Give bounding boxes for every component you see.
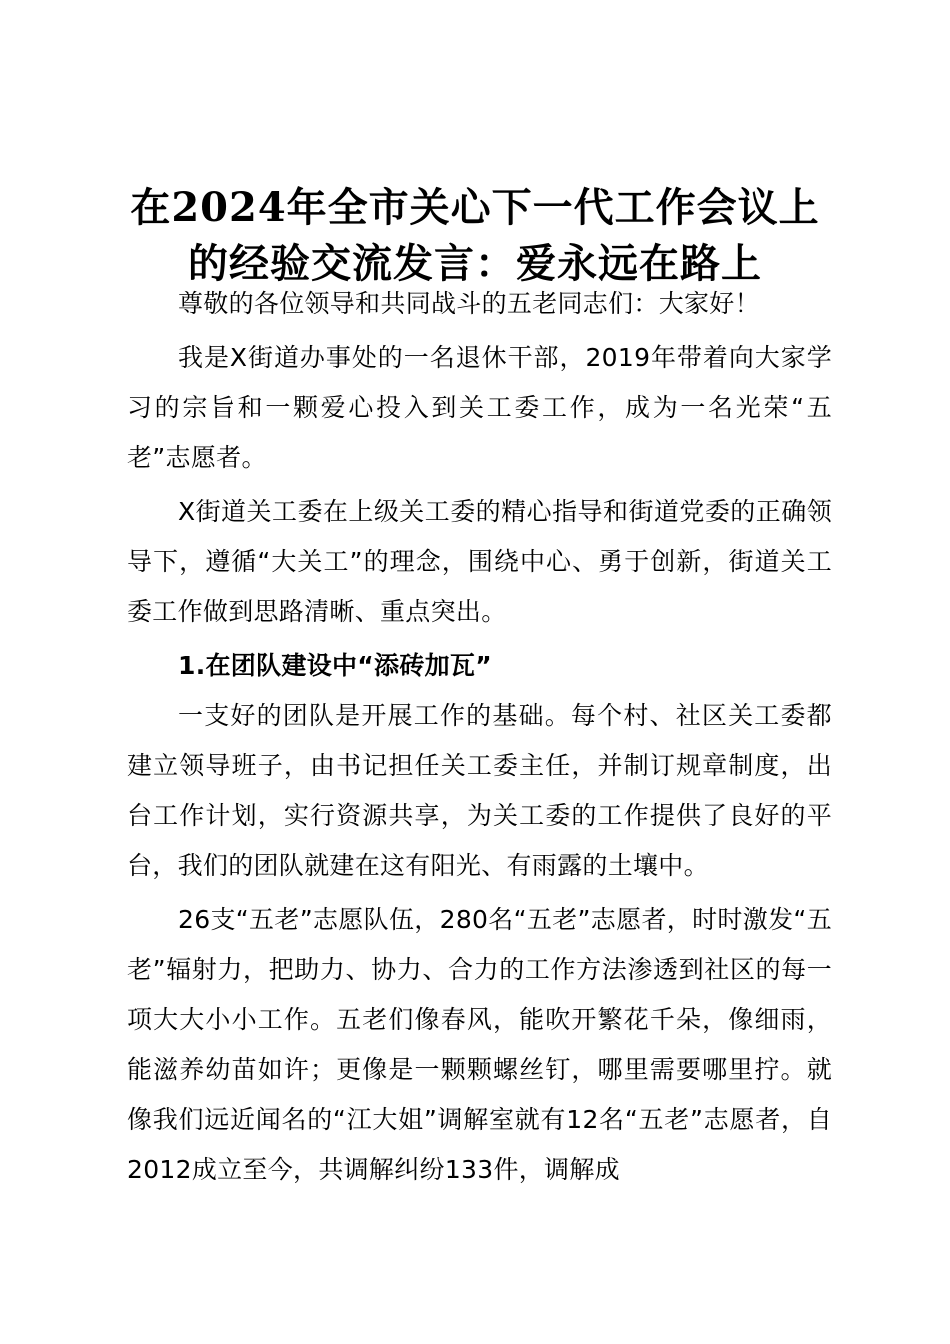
title-line-1: 在2024年全市关心下一代工作会议上 xyxy=(130,184,820,231)
volunteer-paragraph: 26支“五老”志愿队伍，280名“五老”志愿者，时时激发“五老”辐射力，把助力、协力、合力的工作方法渗透到社区的每一项大大小小工作。五老们像春风，能吹开繁花千朵，像细雨，能滋养幼苗如许；更像是一颗颗螺丝钉，哪里需要哪里拧。就像我们远近闻名的“江大姐”调解室就有12名“五老”志愿者，自2012成立至今，共调解纠纷133件，调解成 xyxy=(127,905,832,1184)
document-body xyxy=(127,279,832,1195)
section-heading-1: 1.在团队建设中“添砖加瓦” xyxy=(178,651,492,680)
title-line-2: 的经验交流发言：爱永远在路上 xyxy=(188,240,762,287)
intro-paragraph: 我是X街道办事处的一名退休干部，2019年带着向大家学习的宗旨和一颗爱心投入到关工委工作，成为一名光荣“五老”志愿者。 xyxy=(127,343,832,472)
team-paragraph: 一支好的团队是开展工作的基础。每个村、社区关工委都建立领导班子，由书记担任关工委主任，并制订规章制度，出台工作计划，实行资源共享，为关工委的工作提供了良好的平台，我们的团队就建在这有阳光、有雨露的土壤中。 xyxy=(127,701,832,880)
overview-paragraph: X街道关工委在上级关工委的精心指导和街道党委的正确领导下，遵循“大关工”的理念，围绕中心、勇于创新，街道关工委工作做到思路清晰、重点突出。 xyxy=(127,497,832,626)
document-title xyxy=(100,180,850,292)
greeting-paragraph: 尊敬的各位领导和共同战斗的五老同志们：大家好！ xyxy=(178,289,760,318)
